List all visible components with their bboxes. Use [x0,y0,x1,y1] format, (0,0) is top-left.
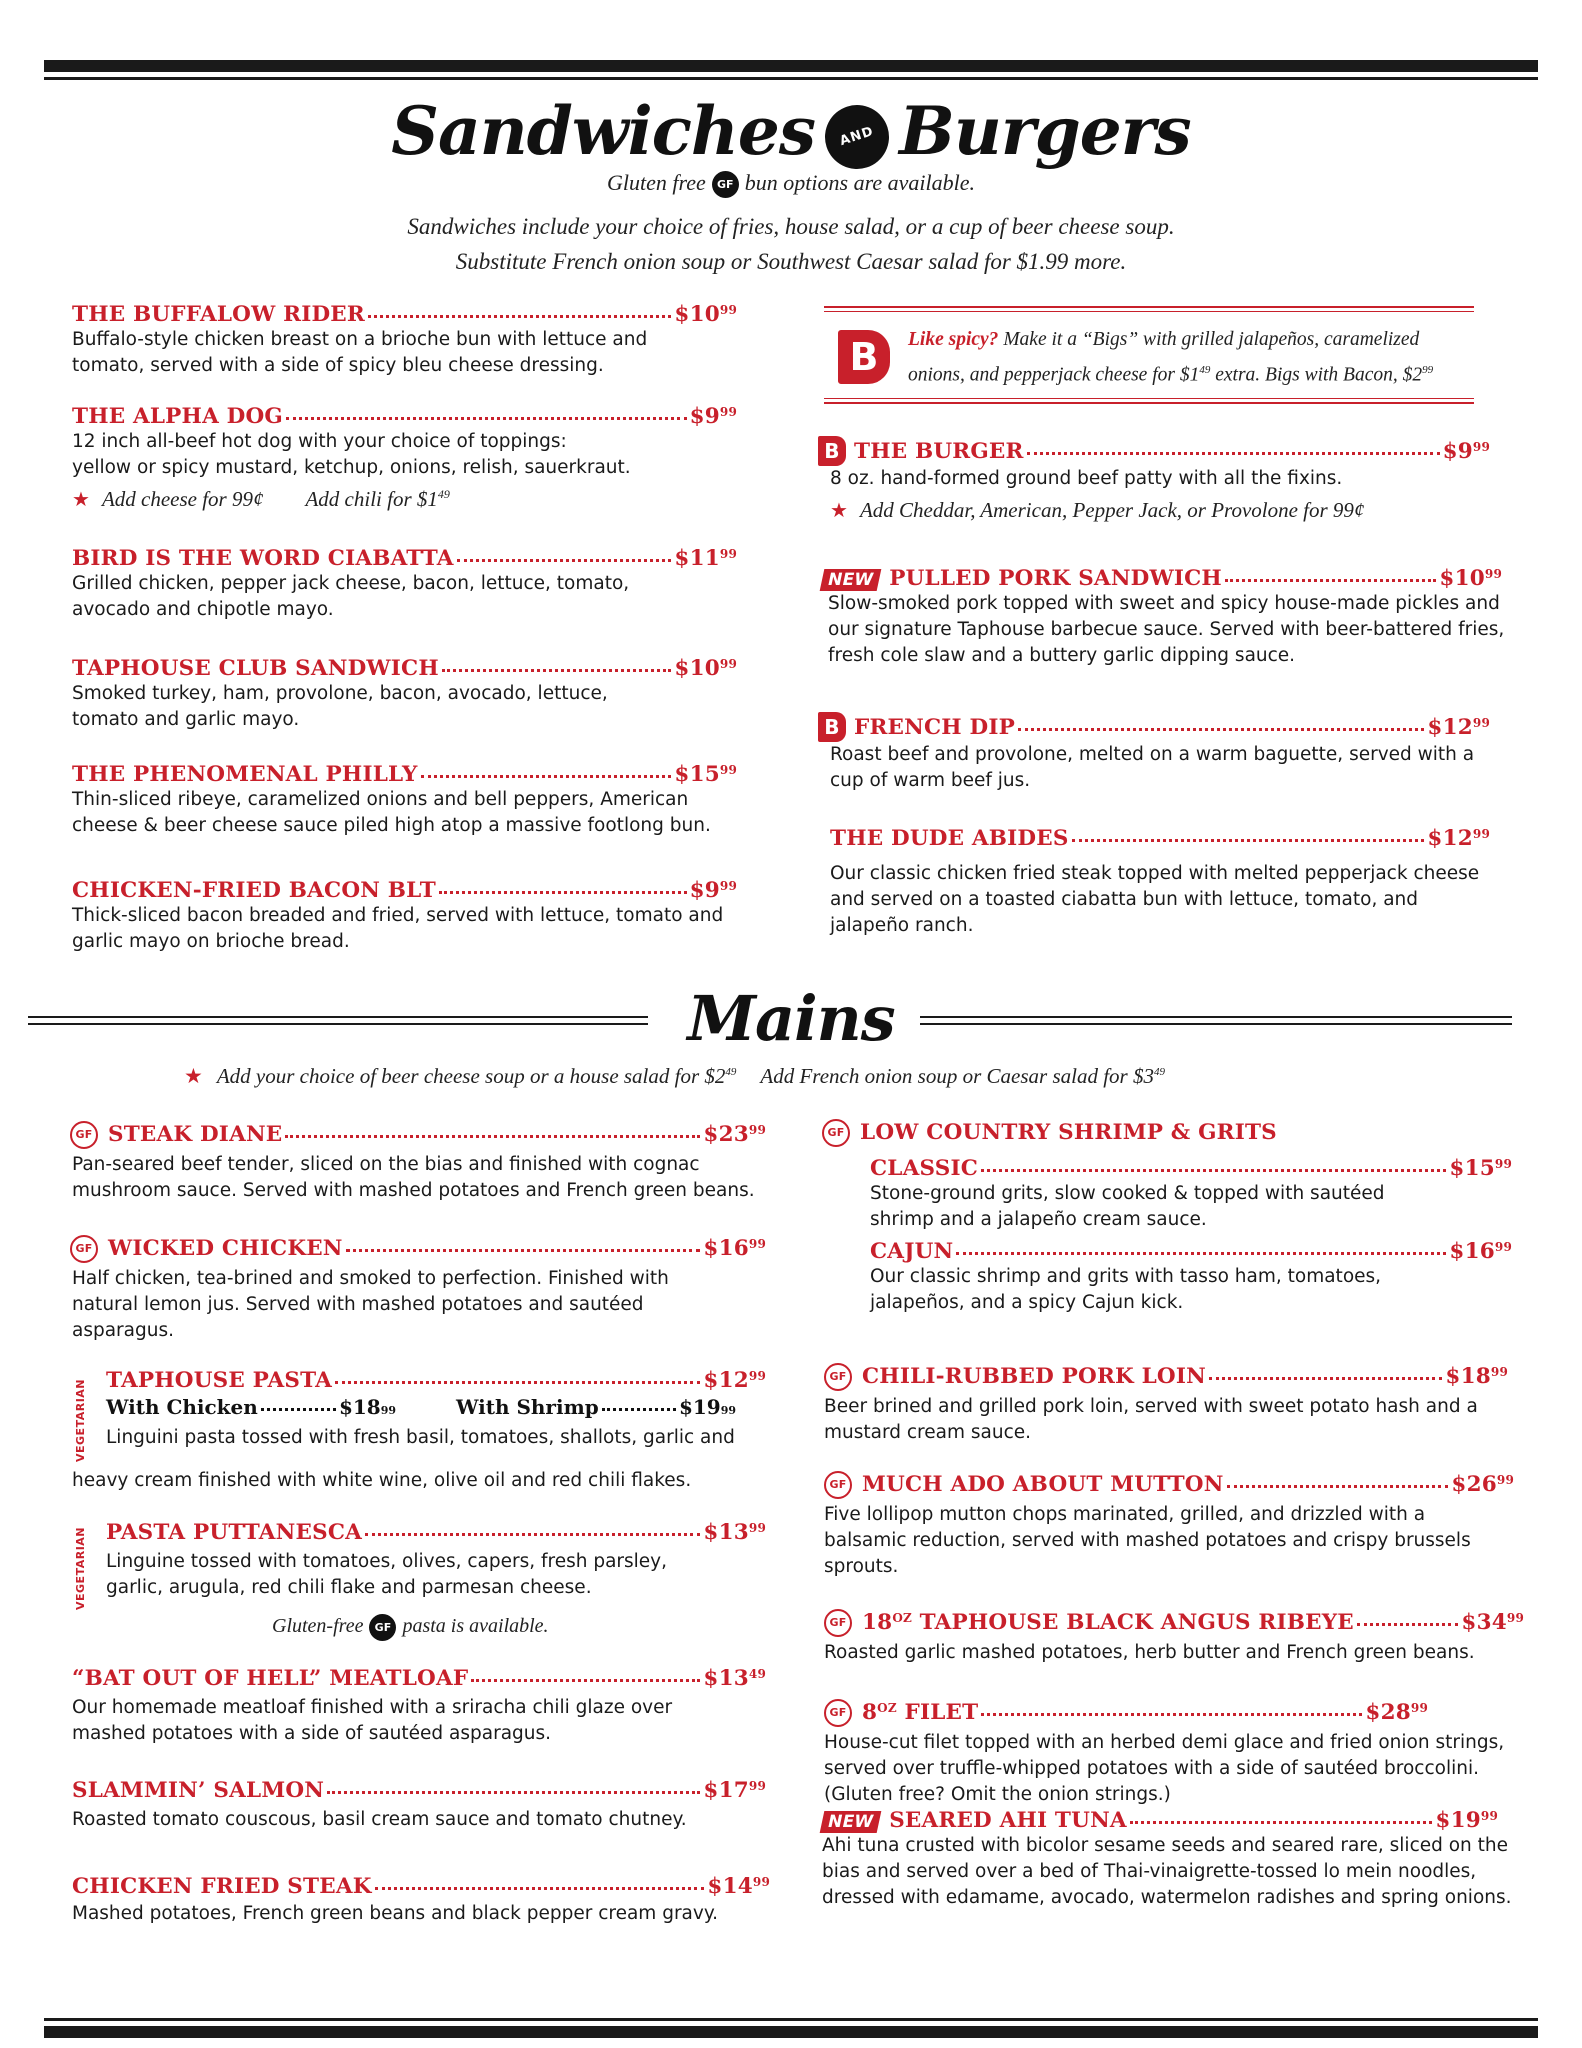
item-price: $12 [1427,715,1473,740]
item-name: THE DUDE ABIDES [830,826,1069,851]
item-cents: 99 [719,763,737,777]
item-desc: Our homemade meatloaf finished with a sriracha chili glaze over mashed potatoes with a side of sautéed asparagus. [72,1697,673,1744]
item-name [862,1700,978,1725]
option-shrimp-price: $19 [678,1395,721,1419]
menu-item-taphouse-pasta [106,1368,766,1451]
gf-bun-note [0,170,1582,198]
item-desc: Buffalo-style chicken breast on a brioche bun with lettuce and tomato, served with a side of spicy bleu cheese dressing. [72,329,648,376]
item-cents: 99 [1496,1473,1514,1487]
menu-item-filet [824,1700,1505,1808]
item-name: THE ALPHA DOG [72,404,283,429]
item-cents: 99 [1490,1365,1508,1379]
item-name: STEAK DIANE [108,1122,283,1147]
item-desc: Roasted garlic mashed potatoes, herb butter and French green beans. [824,1642,1475,1663]
top-rule [44,60,1538,80]
menu-item-steak-diane [70,1122,766,1204]
menu-item-slammin-salmon [72,1778,766,1833]
sandwiches-burgers-title [0,92,1582,170]
item-cents: 99 [1472,440,1490,454]
item-desc: Pan-seared beef tender, sliced on the bias and finished with cognac mushroom sauce. Served with mashed potatoes and French green beans. [72,1154,755,1201]
option-chicken-price: $18 [338,1395,381,1419]
shrimp-grits-classic [822,1156,1512,1233]
item-desc: Slow-smoked pork topped with sweet and spicy house-made pickles and our signature Taphouse barbecue sauce. Served with beer-battered fries, fresh cole slaw and a buttery garlic dipping sauce. [828,593,1505,666]
item-name: CHICKEN-FRIED BACON BLT [72,878,436,903]
option-shrimp: With Shrimp [456,1395,599,1419]
item-name: SEARED AHI TUNA [889,1808,1127,1833]
item-cents: 99 [1410,1701,1428,1715]
item-cents: 99 [1484,567,1502,581]
item-desc: Five lollipop mutton chops marinated, grilled, and drizzled with a balsamic reduction, served with mashed potatoes and crispy brussels sprouts. [824,1504,1471,1577]
bigs-b-icon: B [818,436,846,466]
menu-item-pork-loin [824,1364,1508,1446]
item-price: $26 [1451,1472,1497,1497]
item-name: LOW COUNTRY SHRIMP & GRITS [860,1120,1277,1145]
item-name: WICKED CHICKEN [108,1236,343,1261]
item-price: $16 [703,1236,749,1261]
item-price: $9 [689,878,720,903]
item-name-num: 18 [862,1610,893,1635]
gf-icon: GF [712,171,739,198]
menu-item-ribeye [824,1610,1524,1666]
item-name: THE PHENOMENAL PHILLY [72,762,418,787]
sides-note-2: Substitute French onion soup or Southwest Caesar salad for $1.99 more. [455,249,1127,274]
item-price: $19 [1435,1808,1481,1833]
bottom-rule [44,2018,1538,2038]
mains-note-b: Add French onion soup or Caesar salad for $3 [760,1064,1154,1088]
item-price: $9 [1442,439,1473,464]
gf-note-before: Gluten free [607,170,706,195]
addon-chili: Add chili for $1 [305,487,438,511]
menu-item-the-burger [818,436,1490,523]
menu-item-pasta-puttanesca [106,1520,766,1601]
item-name: TAPHOUSE PASTA [106,1368,332,1393]
option-chicken: With Chicken [106,1395,258,1419]
item-desc: 12 inch all-beef hot dog with your choice of toppings: yellow or spicy mustard, ketchup, onions, relish, sauerkraut. [72,431,631,478]
item-cents: 99 [1472,827,1490,841]
item-cents: 99 [748,1237,766,1251]
sub-item-price: $15 [1449,1156,1495,1181]
item-desc: Ahi tuna crusted with bicolor sesame seeds and seared rare, sliced on the bias and served over a bed of Thai-vinaigrette-tossed lo mein noodles, dressed with edamame, avocado, watermelon radishes and spring onions. [822,1835,1512,1908]
menu-item-alpha-dog [72,404,737,512]
item-price: $18 [1445,1364,1491,1389]
gluten-free-icon: GF [824,1699,852,1727]
item-desc: Roasted tomato couscous, basil cream sauce and tomato chutney. [72,1809,687,1830]
and-badge: AND [817,97,898,178]
item-cents: 99 [719,879,737,893]
item-price: $10 [1439,566,1485,591]
bigs-lead: Like spicy? [908,329,999,350]
pasta-options [106,1395,766,1419]
item-name: FRENCH DIP [854,715,1015,740]
bigs-line2a: onions, and pepperjack cheese for $1 [908,364,1200,386]
menu-item-bird-is-the-word [72,546,737,623]
sub-item-cents: 99 [1494,1157,1512,1171]
item-cents: 99 [748,1521,766,1535]
gluten-free-icon: GF [824,1363,852,1391]
addon-cheese: Add cheese for 99¢ [101,487,264,511]
menu-item-mutton [824,1472,1514,1580]
mains-header [0,982,1582,1060]
item-price: $9 [689,404,720,429]
item-price: $11 [674,546,720,571]
item-desc: Linguine tossed with tomatoes, olives, capers, fresh parsley, garlic, arugula, red chili flake and parmesan cheese. [106,1551,668,1598]
item-cents: 99 [719,657,737,671]
item-cents: 99 [748,1123,766,1137]
item-desc: House-cut filet topped with an herbed demi glace and fried onion strings, served over truffle-whipped potatoes with a side of sautéed broccolini. (Gluten free? Omit the onion strings.) [824,1732,1505,1805]
mains-note-a: Add your choice of beer cheese soup or a house salad for $2 [216,1064,726,1088]
item-cents: 99 [1480,1809,1498,1823]
sub-item-desc: Our classic shrimp and grits with tasso ham, tomatoes, jalapeños, and a spicy Cajun kick. [870,1266,1382,1313]
item-price: $13 [703,1520,749,1545]
gluten-free-icon: GF [824,1609,852,1637]
mains-note-a-cents: 49 [725,1066,737,1078]
mains-note-b-cents: 49 [1153,1066,1165,1078]
addon-chili-cents: 49 [437,487,450,501]
menu-item-french-dip [818,712,1490,794]
item-cents: 99 [748,1369,766,1383]
new-badge-icon: NEW [820,1811,882,1833]
gf-pasta-note [272,1614,549,1641]
item-name-text: FILET [896,1700,979,1725]
item-desc: Smoked turkey, ham, provolone, bacon, avocado, lettuce, tomato and garlic mayo. [72,683,608,730]
item-name: TAPHOUSE CLUB SANDWICH [72,656,439,681]
item-name-unit: OZ [877,1701,897,1715]
item-name: THE BURGER [854,439,1024,464]
item-cents: 49 [748,1667,766,1681]
menu-item-chicken-fried-steak [72,1874,770,1927]
option-chicken-cents: 99 [380,1404,396,1417]
sub-item-desc: Stone-ground grits, slow cooked & topped with sautéed shrimp and a jalapeño cream sauce. [870,1183,1385,1230]
menu-item-phenomenal-philly [72,762,737,839]
item-desc: 8 oz. hand-formed ground beef patty with all the fixins. [830,468,1343,489]
item-desc: Our classic chicken fried steak topped with melted pepperjack cheese and served on a toasted ciabatta bun with lettuce, tomato, and jalapeño ranch. [830,863,1480,936]
item-name-num: 8 [862,1700,878,1725]
gf-icon: GF [369,1614,396,1641]
item-price: $14 [707,1874,753,1899]
item-desc: Linguini pasta tossed with fresh basil, tomatoes, shallots, garlic and [106,1427,735,1448]
item-price: $34 [1461,1610,1507,1635]
mains-title: Mains [687,982,895,1055]
item-price: $15 [674,762,720,787]
menu-item-wicked-chicken [70,1236,766,1344]
gf-pasta-after: pasta is available. [402,1615,549,1638]
gluten-free-icon: GF [822,1119,850,1147]
sub-item-cents: 99 [1494,1240,1512,1254]
item-cents: 99 [719,405,737,419]
gluten-free-icon: GF [70,1235,98,1263]
item-desc-cont: heavy cream finished with white wine, olive oil and red chili flakes. [72,1470,692,1491]
item-desc: Grilled chicken, pepper jack cheese, bacon, lettuce, tomato, avocado and chipotle mayo. [72,573,630,620]
menu-item-chicken-fried-blt [72,878,737,955]
item-name: CHILI-RUBBED PORK LOIN [862,1364,1206,1389]
bigs-b-icon: B [818,712,846,742]
item-cents: 99 [752,1875,770,1889]
item-price: $28 [1365,1700,1411,1725]
item-desc: Mashed potatoes, French green beans and black pepper cream gravy. [72,1903,719,1924]
item-addon [72,487,737,512]
gf-pasta-before: Gluten-free [272,1615,364,1638]
vegetarian-tag: VEGETARIAN [74,1378,87,1462]
item-desc: Roast beef and provolone, melted on a warm baguette, served with a cup of warm beef jus. [830,744,1475,791]
bigs-line1: Make it a “Bigs” with grilled jalapeños, caramelized [998,329,1420,350]
item-name: THE BUFFALOW RIDER [72,302,365,327]
item-price: $10 [674,656,720,681]
item-price: $12 [703,1368,749,1393]
item-cents: 99 [719,303,737,317]
bigs-text [908,324,1468,391]
bigs-b-icon: B [838,330,890,384]
menu-item-shrimp-grits [822,1120,1512,1316]
item-addon [818,498,1490,523]
item-name [862,1610,1354,1635]
item-price: $13 [703,1666,749,1691]
vegetarian-tag: VEGETARIAN [74,1526,87,1610]
bigs-line2a-cents: 49 [1199,364,1211,376]
gf-note-after: bun options are available. [744,170,975,195]
sub-item-name: CAJUN [870,1239,954,1264]
star-icon: ★ [830,500,848,522]
addon-cheese: Add Cheddar, American, Pepper Jack, or Provolone for 99¢ [859,498,1365,522]
title-burgers: Burgers [899,92,1191,170]
new-badge-icon: NEW [820,569,882,591]
item-desc: Half chicken, tea-brined and smoked to perfection. Finished with natural lemon jus. Served with mashed potatoes and sautéed asparagus. [72,1268,669,1341]
menu-item-dude-abides [830,826,1490,939]
item-name: MUCH ADO ABOUT MUTTON [862,1472,1224,1497]
sub-item-name: CLASSIC [870,1156,979,1181]
item-desc: Beer brined and grilled pork loin, served with sweet potato hash and a mustard cream sauce. [824,1396,1478,1443]
item-cents: 99 [748,1779,766,1793]
item-price: $10 [674,302,720,327]
item-name: PULLED PORK SANDWICH [889,566,1222,591]
item-name: PASTA PUTTANESCA [106,1520,363,1545]
item-price: $12 [1427,826,1473,851]
sides-note-1: Sandwiches include your choice of fries, house salad, or a cup of beer cheese soup. [407,214,1175,239]
shrimp-grits-cajun [822,1239,1512,1316]
bigs-spicy-callout [824,306,1474,404]
bigs-line2b-cents: 99 [1422,364,1434,376]
item-name: BIRD IS THE WORD CIABATTA [72,546,454,571]
item-name-text: TAPHOUSE BLACK ANGUS RIBEYE [911,1610,1354,1635]
item-cents: 99 [719,547,737,561]
menu-item-ahi-tuna [822,1808,1512,1911]
item-name: SLAMMIN’ SALMON [72,1778,325,1803]
star-icon: ★ [72,489,90,511]
item-desc: Thick-sliced bacon breaded and fried, served with lettuce, tomato and garlic mayo on brioche bread. [72,905,724,952]
item-cents: 99 [1506,1611,1524,1625]
item-name: “BAT OUT OF HELL” MEATLOAF [72,1666,469,1691]
item-price: $17 [703,1778,749,1803]
bigs-line2b: extra. Bigs with Bacon, $2 [1210,364,1423,386]
title-sandwiches: Sandwiches [391,92,816,170]
mains-add-note [184,1064,1165,1089]
menu-item-taphouse-club [72,656,737,733]
sub-item-price: $16 [1449,1239,1495,1264]
menu-item-buffalow-rider [72,302,737,379]
star-icon: ★ [184,1064,203,1088]
option-shrimp-cents: 99 [720,1404,736,1417]
item-name: CHICKEN FRIED STEAK [72,1874,372,1899]
item-price: $23 [703,1122,749,1147]
gluten-free-icon: GF [70,1121,98,1149]
item-name-unit: OZ [892,1611,912,1625]
menu-item-pulled-pork [822,566,1505,669]
menu-item-meatloaf [72,1666,766,1747]
gluten-free-icon: GF [824,1471,852,1499]
item-cents: 99 [1472,716,1490,730]
item-desc: Thin-sliced ribeye, caramelized onions and bell peppers, American cheese & beer cheese sauce piled high atop a massive footlong bun. [72,789,711,836]
